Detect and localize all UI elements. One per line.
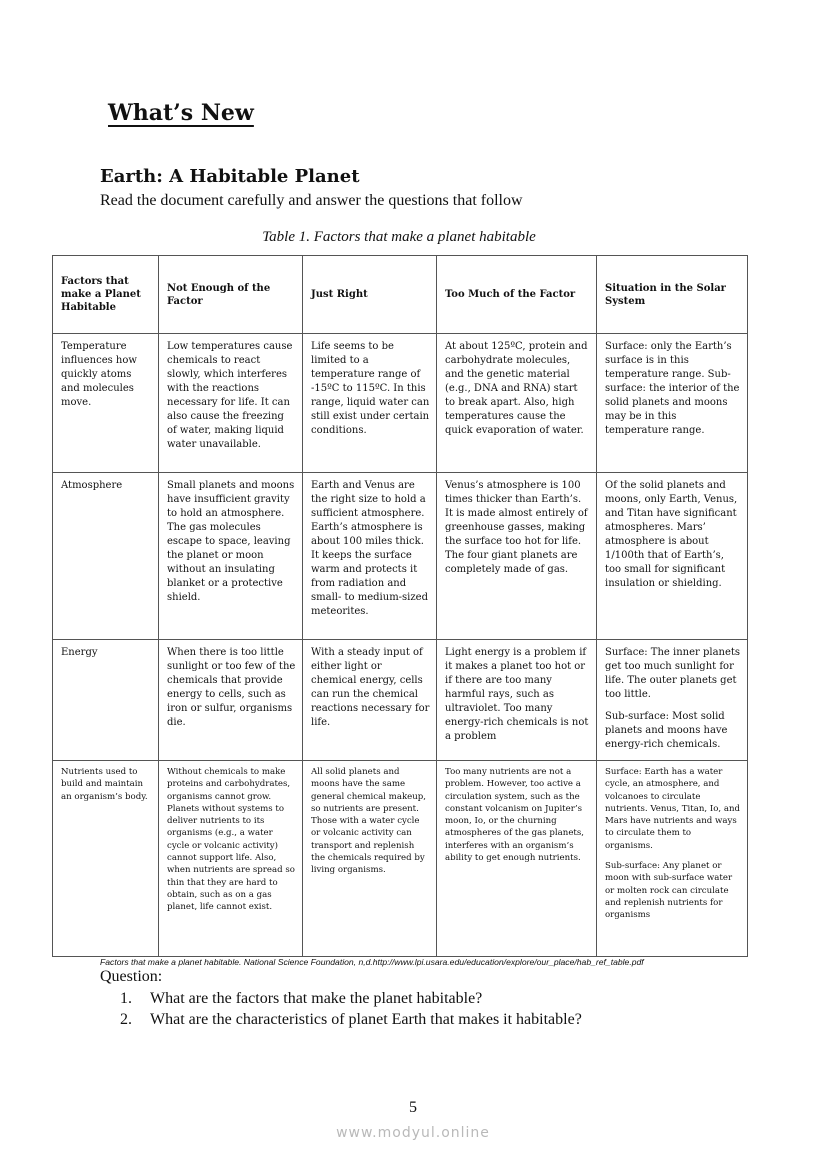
cell-text: Life seems to be limited to a temperature range of -15ºC to 115ºC. In this range, liquid water can still exist under certain conditions.	[311, 341, 430, 436]
cell-text: All solid planets and moons have the same general chemical makeup, so nutrients are present. Those with a water cycle or volcanic activity can transport and replenish the chemicals required by living organisms.	[311, 767, 427, 876]
table-cell	[597, 334, 748, 473]
table-row-temperature	[53, 334, 748, 473]
cell-text: Energy	[61, 647, 98, 658]
question-list	[100, 988, 582, 1030]
cell-text: Sub-surface: Any planet or moon with sub-surface water or molten rock can circulate and replenish nutrients for organisms	[605, 861, 733, 921]
cell-text: Atmosphere	[61, 480, 123, 491]
cell-text: Low temperatures cause chemicals to react slowly, which interferes with the reactions necessary for life. It can also cause the freezing of water, making liquid water unavailable.	[167, 341, 293, 450]
table-cell	[159, 473, 303, 640]
table-cell	[303, 473, 437, 640]
header-just-right: Just Right	[303, 256, 437, 334]
cell-text: Surface: Earth has a water cycle, an atmosphere, and volcanoes to circulate nutrients. Venus, Titan, Io, and Mars have nutrients and ways to circulate them to organisms.	[605, 767, 741, 851]
question-text: What are the characteristics of planet Earth that makes it habitable?	[150, 1011, 582, 1028]
table-cell	[437, 334, 597, 473]
table-cell	[303, 334, 437, 473]
cell-text: Surface: The inner planets get too much sunlight for life. The outer planets get too little.	[605, 647, 741, 700]
table-cell	[53, 640, 159, 761]
list-item	[100, 988, 582, 1009]
header-not-enough: Not Enough of the Factor	[159, 256, 303, 334]
section-title: What’s New	[108, 100, 254, 126]
question-label: Question:	[100, 968, 163, 985]
table-cell	[437, 473, 597, 640]
table-row-atmosphere	[53, 473, 748, 640]
cell-text: Nutrients used to build and maintain an organism’s body.	[61, 767, 148, 802]
table-cell	[303, 761, 437, 957]
table-cell	[437, 761, 597, 957]
cell-text: Earth and Venus are the right size to hold a sufficient atmosphere. Earth’s atmosphere is about 100 miles thick. It keeps the surface warm and protects it from radiation and small- to medium-sized meteorites.	[311, 480, 428, 617]
instructions: Read the document carefully and answer the questions that follow	[100, 192, 523, 209]
question-number: 1.	[120, 990, 132, 1007]
table-cell	[53, 334, 159, 473]
cell-text: Small planets and moons have insufficient gravity to hold an atmosphere. The gas molecules escape to space, leaving the planet or moon without an insulating blanket or a protective shield.	[167, 480, 295, 603]
cell-text: When there is too little sunlight or too few of the chemicals that provide energy to cells, such as iron or sulfur, organisms die.	[167, 647, 296, 728]
cell-text: Venus’s atmosphere is 100 times thicker than Earth’s. It is made almost entirely of greenhouse gasses, making the surface too hot for life. The four giant planets are completely made of gas.	[445, 480, 588, 575]
header-too-much: Too Much of the Factor	[437, 256, 597, 334]
list-item	[100, 1009, 582, 1030]
table-cell	[53, 473, 159, 640]
table-cell	[597, 761, 748, 957]
table-cell	[159, 640, 303, 761]
header-solar-system: Situation in the Solar System	[597, 256, 748, 334]
question-number: 2.	[120, 1011, 132, 1028]
watermark: www.modyul.online	[336, 1125, 490, 1141]
cell-text: Without chemicals to make proteins and carbohydrates, organisms cannot grow. Planets without systems to deliver nutrients to its organisms (e.g., a water cycle or volcanic activity) cannot support life. Also, when nutrients are spread so thin that they are hard to obtain, such as on a gas planet, life cannot exist.	[167, 767, 295, 913]
habitability-table	[52, 255, 748, 957]
page-number: 5	[409, 1099, 417, 1116]
table-cell	[159, 761, 303, 957]
table-cell	[159, 334, 303, 473]
table-cell	[303, 640, 437, 761]
cell-text: Surface: only the Earth’s surface is in this temperature range. Sub-surface: the interior of the solid planets and moons may be in this temperature range.	[605, 341, 740, 436]
cell-text: At about 125ºC, protein and carbohydrate molecules, and the genetic material (e.g., DNA and RNA) start to break apart. Also, high temperatures cause the quick evaporation of water.	[445, 341, 588, 436]
table-cell	[597, 640, 748, 761]
table-row-energy	[53, 640, 748, 761]
table-caption: Table 1. Factors that make a planet habitable	[262, 229, 536, 245]
cell-text: Sub-surface: Most solid planets and moons have energy-rich chemicals.	[605, 711, 728, 750]
table-row-nutrients	[53, 761, 748, 957]
source-citation: Factors that make a planet habitable. National Science Foundation, n,d.http://www.lpi.usara.edu/education/explore/our_place/hab_ref_table.pdf	[100, 957, 644, 967]
cell-text: Too many nutrients are not a problem. However, too active a circulation system, such as the constant volcanism on Jupiter’s moon, Io, or the churning atmospheres of the gas planets, interferes with an organism’s ability to get enough nutrients.	[445, 767, 585, 864]
question-text: What are the factors that make the planet habitable?	[150, 990, 483, 1007]
cell-text: Of the solid planets and moons, only Earth, Venus, and Titan have significant atmospheres. Mars’ atmosphere is about 1/100th that of Earth’s, too small for significant insulation or shielding.	[605, 480, 738, 589]
table-cell	[597, 473, 748, 640]
cell-text: With a steady input of either light or chemical energy, cells can run the chemical reactions necessary for life.	[311, 647, 430, 728]
cell-text: Light energy is a problem if it makes a planet too hot or if there are too many harmful rays, such as ultraviolet. Too many energy-rich chemicals is not a problem	[445, 647, 589, 742]
table-cell	[53, 761, 159, 957]
cell-text: Temperature influences how quickly atoms and molecules move.	[61, 341, 137, 408]
header-factor: Factors that make a Planet Habitable	[53, 256, 159, 334]
table-cell	[437, 640, 597, 761]
table-header-row	[53, 256, 748, 334]
document-title: Earth: A Habitable Planet	[100, 166, 360, 187]
